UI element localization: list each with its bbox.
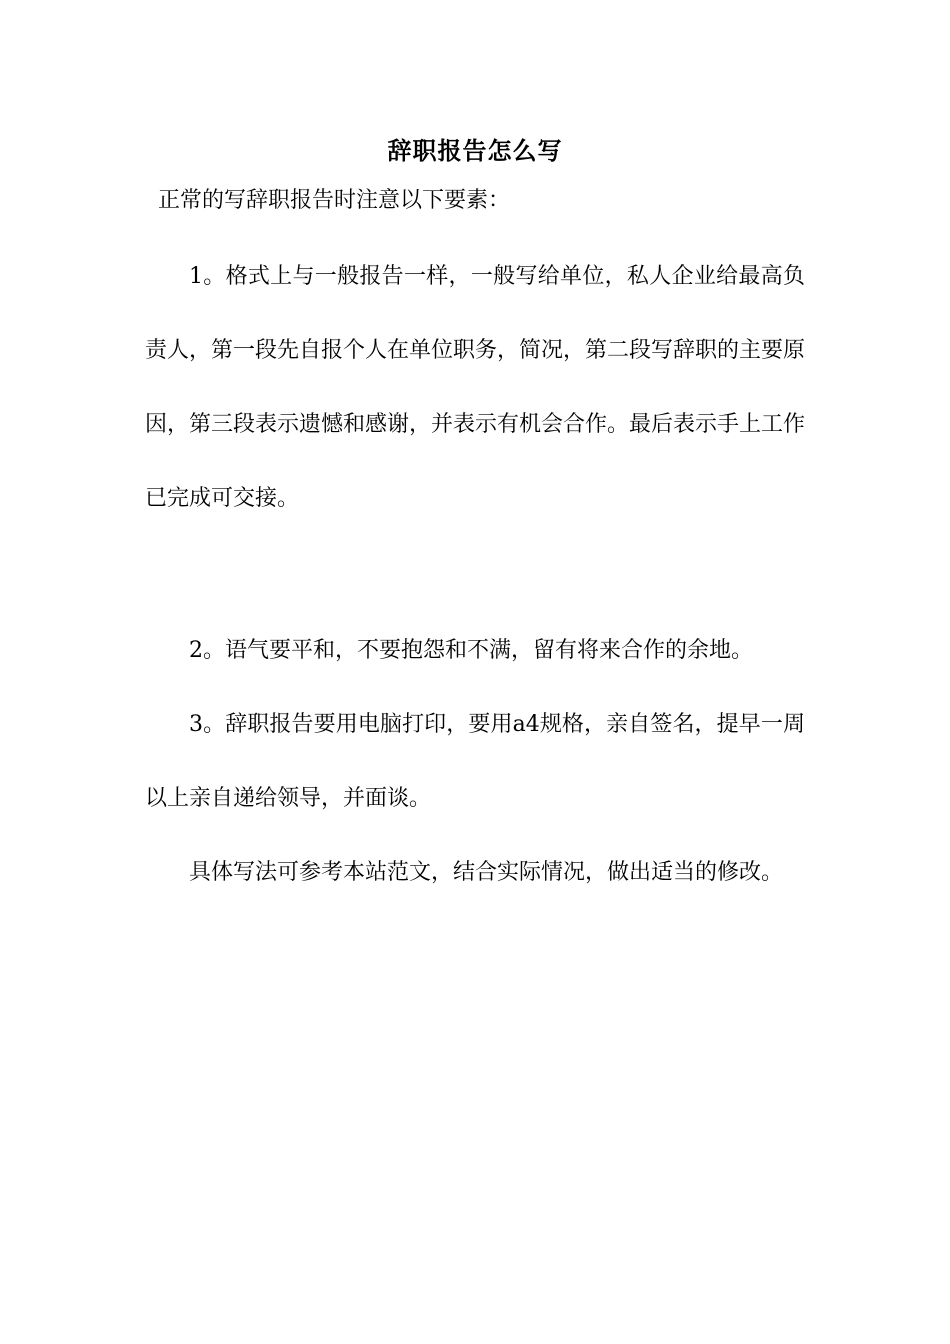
paragraph-format: 1。格式上与一般报告一样，一般写给单位，私人企业给最高负责人，第一段先自报个人在单位职务，简况，第二段写辞职的主要原因，第三段表示遗憾和感谢，并表示有机会合作。最后表示手上工作已完成可交接。 [145, 264, 806, 511]
paragraph-printing: 3。辞职报告要用电脑打印，要用a4规格，亲自签名，提早一周以上亲自递给领导，并面谈。 [145, 712, 805, 811]
paragraph-tone: 2。语气要平和，不要抱怨和不满，留有将来合作的余地。 [189, 638, 753, 663]
document-title: 辞职报告怎么写 [387, 136, 563, 165]
paragraph-reference: 具体写法可参考本站范文，结合实际情况，做出适当的修改。 [189, 860, 784, 885]
intro-text: 正常的写辞职报告时注意以下要素： [158, 188, 511, 213]
